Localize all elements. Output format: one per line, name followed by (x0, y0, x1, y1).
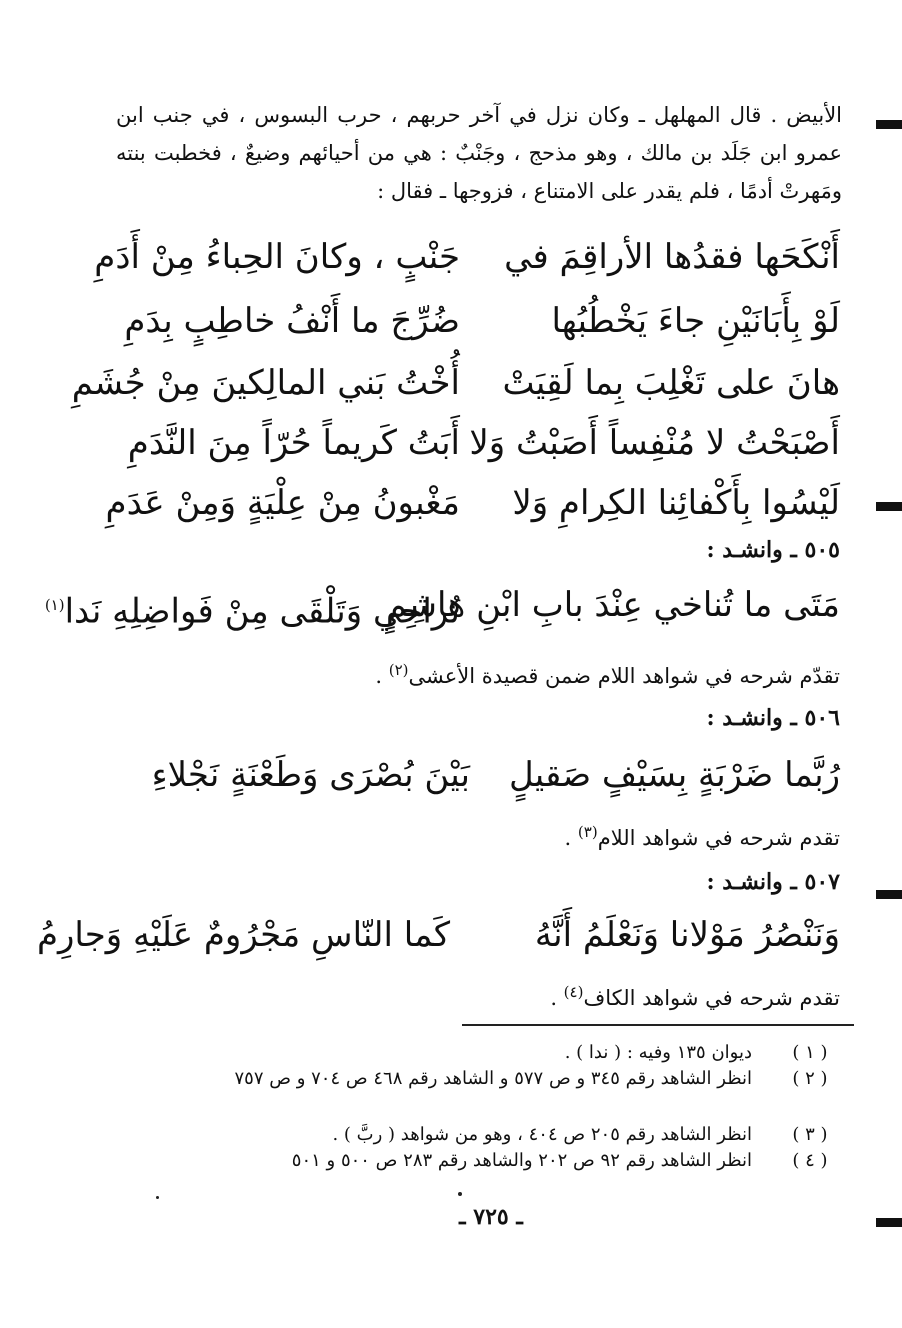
verse-line-3 (0, 356, 902, 410)
footnote-ref: (١) (44, 596, 65, 614)
scan-speck (458, 1192, 462, 1196)
footnote-ref: (٤) (563, 983, 584, 1001)
note-period: . (550, 986, 564, 1010)
binding-mark (876, 120, 902, 129)
note-period: . (564, 826, 578, 850)
verse-line-2 (0, 294, 902, 348)
note-507 (550, 974, 840, 1016)
footnote-text: انظر الشاهد رقم ٢٠٥ ص ٤٠٤ ، وهو من شواهد ( ربَّ ) . (332, 1124, 752, 1145)
hemistich-second: أَبَتُ كَريماً حُرّاً مِنَ النَّدَمِ (127, 423, 460, 463)
footnote-3 (106, 1122, 836, 1147)
footnote-ref: (٣) (577, 823, 598, 841)
footnote-text: انظر الشاهد رقم ٣٤٥ و ص ٥٧٧ و الشاهد رقم ٤٦٨ ص ٧٠٤ و ص ٧٥٧ (234, 1068, 752, 1089)
footnote-text: ديوان ١٣٥ وفيه : ( ندا ) . (564, 1042, 752, 1063)
verse-line-1 (0, 230, 902, 284)
footnote-number: ( ٢ ) (792, 1068, 828, 1089)
verse-505 (0, 578, 902, 632)
hemistich-first: هانَ على تَغْلِبَ بِما لَقِيَتْ (502, 363, 840, 403)
hemistich-text: تُراحِي وَتَلْقَى مِنْ فَواضِلِهِ نَدا (64, 591, 460, 632)
section-heading-505: ٥٠٥ ـ وانشـد : (706, 537, 840, 563)
hemistich-second (44, 578, 460, 638)
page-number: ـ ٧٢٥ ـ (459, 1204, 523, 1230)
note-506 (565, 814, 840, 856)
note-505 (375, 652, 840, 694)
hemistich-second: ضُرِّجَ ما أَنْفُ خاطِبٍ بِدَمِ (124, 301, 460, 341)
intro-text: الأبيض . قال المهلهل ـ وكان نزل في آخر حربهم ، حرب البسوس ، في جنب ابن عمرو ابن جَلَد بن مالك ، وهو مذحج ، وجَنْبٌ : هي من أحيائهم وضيعٌ ، فخطبت بنته ومَهرتْ أدمًا ، فلم يقدر على الامتناع ، فزوجها ـ فقال : (116, 103, 842, 203)
note-text: تقدّم شرحه في شواهد اللام ضمن قصيدة الأعشى (408, 664, 840, 688)
hemistich-first: وَنَنْصُرُ مَوْلانا وَنَعْلَمُ أَنَّهُ (534, 915, 840, 955)
section-heading-507: ٥٠٧ ـ وانشـد : (706, 869, 840, 895)
hemistich-first: رُبَّما ضَرْبَةٍ بِسَيْفٍ صَقيلٍ (509, 755, 840, 795)
footnote-2 (106, 1066, 836, 1116)
hemistich-first: أَصْبَحْتُ لا مُنْفِساً أَصَبْتُ وَلا (469, 423, 840, 463)
verse-line-4 (0, 416, 902, 470)
binding-mark (876, 1218, 902, 1227)
hemistich-second: أُخْتُ بَني المالِكينَ مِنْ جُشَمِ (71, 363, 460, 403)
verse-line-5 (0, 476, 902, 530)
verse-507 (0, 908, 902, 962)
footnote-1 (106, 1040, 836, 1065)
hemistich-first: مَتَى ما تُناخي عِنْدَ بابِ ابْنِ هاشِمٍ (385, 585, 840, 625)
verse-506 (0, 748, 902, 802)
footnote-number: ( ٤ ) (792, 1150, 828, 1171)
hemistich-second: مَغْبونُ مِنْ عِلْيَةٍ وَمِنْ عَدَمِ (105, 483, 460, 523)
footnote-number: ( ٣ ) (792, 1124, 828, 1145)
binding-mark (876, 890, 902, 899)
footnote-4 (106, 1148, 836, 1198)
note-period: . (375, 664, 389, 688)
hemistich-second: بَيْنَ بُصْرَى وَطَعْنَةٍ نَجْلاءِ (151, 755, 470, 795)
footnote-text: انظر الشاهد رقم ٩٢ ص ٢٠٢ والشاهد رقم ٢٨٣ ص ٥٠٠ و ٥٠١ (291, 1150, 752, 1171)
binding-mark (876, 502, 902, 511)
footnote-separator (462, 1024, 854, 1026)
hemistich-first: أَنْكَحَها فقدُها الأراقِمَ في (504, 237, 840, 277)
note-text: تقدم شرحه في شواهد الكاف (583, 986, 840, 1010)
footnote-number: ( ١ ) (792, 1042, 828, 1063)
hemistich-first: لَيْسُوا بِأَكْفائِنا الكِرامِ وَلا (512, 483, 840, 523)
scan-speck (156, 1196, 159, 1199)
section-heading-506: ٥٠٦ ـ وانشـد : (706, 705, 840, 731)
hemistich-first: لَوْ بِأَبَانَيْنِ جاءَ يَخْطُبُها (551, 301, 840, 341)
note-text: تقدم شرحه في شواهد اللام (597, 826, 840, 850)
footnote-ref: (٢) (388, 661, 409, 679)
hemistich-second: كَما النّاسِ مَجْرُومٌ عَلَيْهِ وَجارِمُ (36, 915, 450, 955)
hemistich-second: جَنْبٍ ، وكانَ الحِباءُ مِنْ أَدَمِ (94, 237, 460, 277)
intro-paragraph (116, 96, 842, 210)
